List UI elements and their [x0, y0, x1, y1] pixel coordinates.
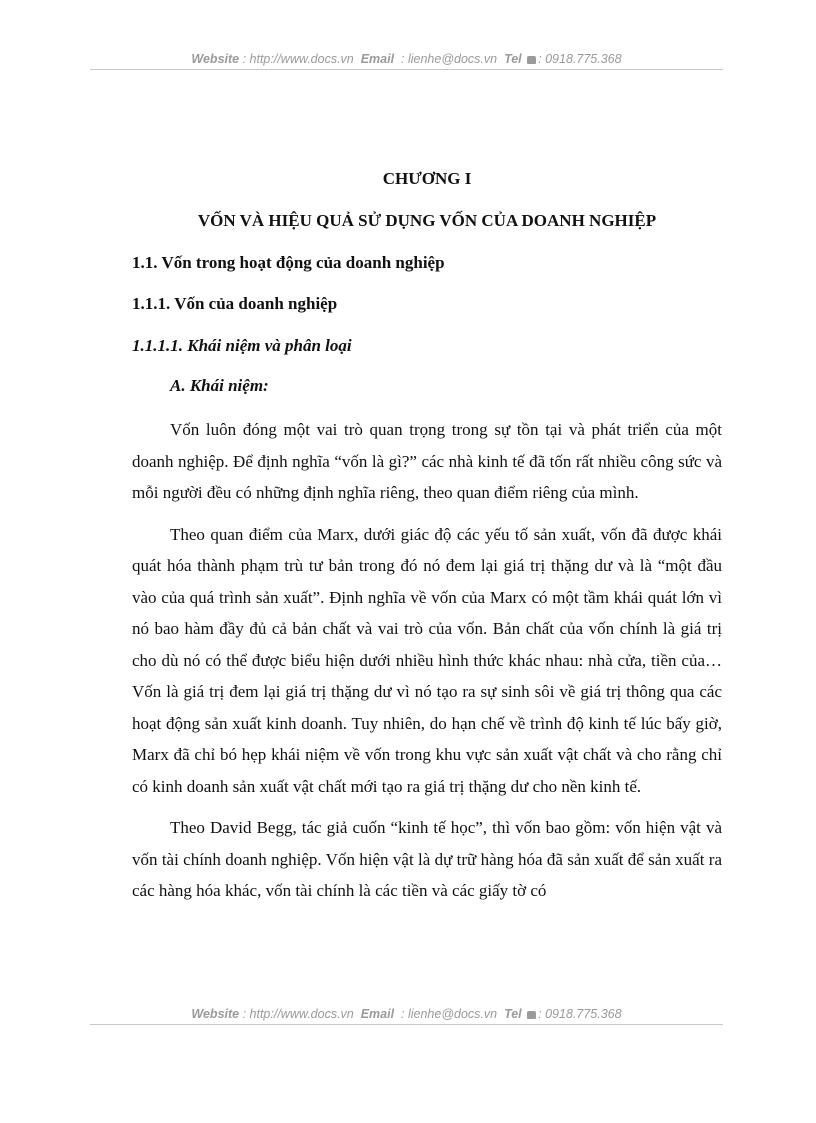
section-heading-1-1-1-1: 1.1.1.1. Khái niệm và phân loại [132, 336, 352, 355]
section-heading-1-1: 1.1. Vốn trong hoạt động của doanh nghiệp [132, 253, 445, 272]
subsection-heading-a: A. Khái niệm: [170, 376, 269, 395]
paragraph: Theo quan điểm của Marx, dưới giác độ các yếu tố sản xuất, vốn đã được khái quát hóa thành phạm trù tư bản trong đó nó đem lại giá trị thặng dư và là “một đầu vào của quá trình sản xuất”. Định nghĩa về vốn của Marx có một tầm khái quát lớn vì nó bao hàm đầy đủ cả bản chất và vai trò của vốn. Bản chất của vốn chính là giá trị cho dù nó có thể được biểu hiện dưới nhiều hình thức khác nhau: nhà cửa, tiền của…Vốn là giá trị đem lại giá trị thặng dư vì nó tạo ra sự sinh sôi về giá trị thông qua các hoạt động sản xuất kinh doanh. Tuy nhiên, do hạn chế về trình độ kinh tế lúc bấy giờ, Marx đã chỉ bó hẹp khái niệm về vốn trong khu vực sản xuất vật chất và cho rằng chỉ có kinh doanh sản xuất vật chất mới tạo ra giá trị thặng dư cho nền kinh tế. [132, 524, 722, 796]
footer-tel-value: : 0918.775.368 [538, 1007, 622, 1021]
footer-website-value: : http://www.docs.vn [242, 1007, 354, 1021]
footer-tel-label: Tel [504, 1007, 522, 1021]
header-website-value: : http://www.docs.vn [242, 52, 354, 66]
document-body [132, 165, 722, 907]
section-heading-1-1-1: 1.1.1. Vốn của doanh nghiệp [132, 294, 338, 313]
header-email-label: Email [360, 52, 395, 66]
phone-icon [527, 56, 536, 64]
header-tel-value: : 0918.775.368 [538, 52, 622, 66]
paragraph: Theo David Begg, tác giả cuốn “kinh tế học”, thì vốn bao gồm: vốn hiện vật và vốn tài chính doanh nghiệp. Vốn hiện vật là dự trữ hàng hóa đã sản xuất để sản xuất ra các hàng hóa khác, vốn tài chính là các tiền và các giấy tờ có [132, 818, 722, 900]
chapter-heading: CHƯƠNG I [382, 169, 472, 188]
header-tel-label: Tel [504, 52, 522, 66]
footer-website-label: Website [191, 1007, 240, 1021]
paragraph: Vốn luôn đóng một vai trò quan trọng trong sự tồn tại và phát triển của một doanh nghiệp. Để định nghĩa “vốn là gì?” các nhà kinh tế đã tốn rất nhiều công sức và mỗi người đều có những định nghĩa riêng, theo quan điểm riêng của mình. [132, 420, 722, 502]
header-email-value: : lienhe@docs.vn [401, 52, 498, 66]
page-footer [90, 1007, 723, 1025]
footer-email-value: : lienhe@docs.vn [401, 1007, 498, 1021]
header-website-label: Website [191, 52, 240, 66]
chapter-title: VỐN VÀ HIỆU QUẢ SỬ DỤNG VỐN CỦA DOANH NGHIỆP [197, 211, 657, 230]
phone-icon [527, 1011, 536, 1019]
footer-email-label: Email [360, 1007, 395, 1021]
page-header [90, 52, 723, 70]
